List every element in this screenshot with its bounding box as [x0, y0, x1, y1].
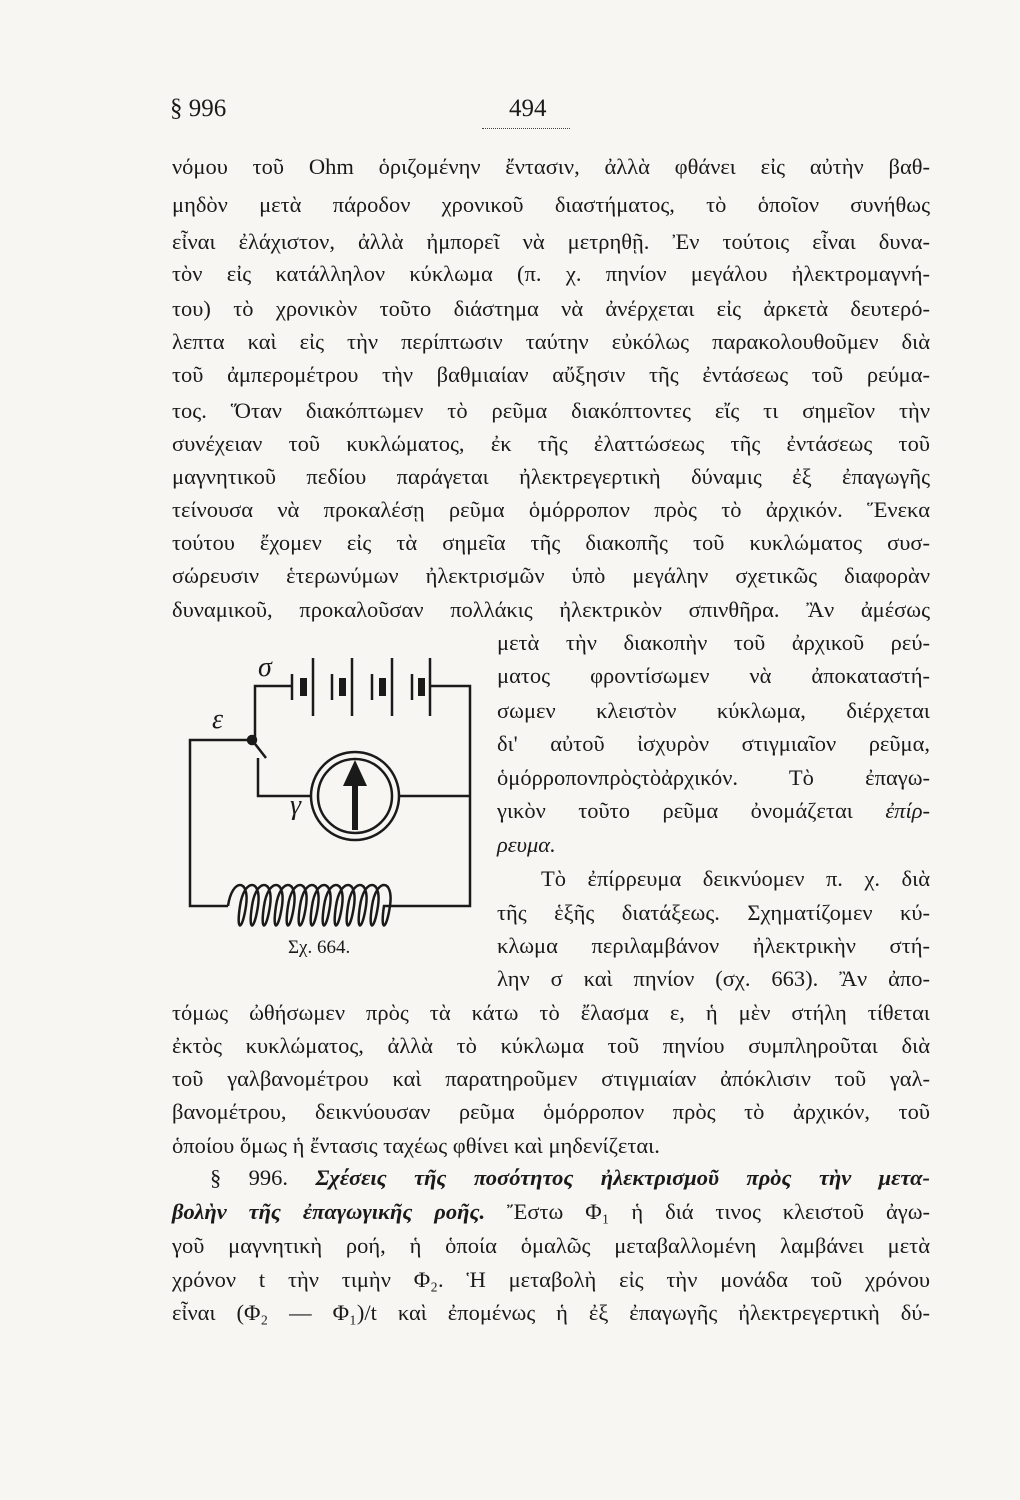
text-line: τῆς ἑξῆς διατάξεως. Σχηματίζομεν κύ- [497, 900, 930, 925]
text-line: τείνουσα νὰ προκαλέσῃ ρεῦμα ὁμόρροπον πρὸς τὸ ἀρχικόν. Ἕνεκα [172, 497, 930, 522]
text-line: τος. Ὅταν διακόπτωμεν τὸ ρεῦμα διακόπτοντες εἴς τι σημεῖον τὴν [172, 398, 930, 423]
text-line: δυναμικοῦ, προκαλοῦσαν πολλάκις ἠλεκτρικὸν σπινθῆρα. Ἂν ἀμέσως [172, 597, 930, 622]
text-line: ἐκτὸς κυκλώματος, ἀλλὰ τὸ κύκλωμα τοῦ πηνίου συμπληροῦται διὰ [172, 1033, 930, 1058]
text-line: τὸν εἰς κατάλληλον κύκλωμα (π. χ. πηνίον μεγάλου ἠλεκτρομαγνή- [172, 261, 930, 286]
text-line: λην σ καὶ πηνίον (σχ. 663). Ἂν ἀπο- [497, 966, 930, 991]
text-fragment: Ἔστω Φ₁ ἡ διά τινος κλειστοῦ ἀγω- [507, 1199, 931, 1224]
text-line [497, 794, 930, 827]
section-label: § 996. [210, 1165, 289, 1190]
text-line: τοῦ γαλβανομέτρου καὶ παρατηροῦμεν στιγμιαίαν ἀπόκλισιν τοῦ γαλ- [172, 1066, 930, 1091]
page-number: 494 [509, 95, 547, 122]
text-line: χρόνον t τὴν τιμὴν Φ₂. Ἡ μεταβολὴ εἰς τὴν μονάδα τοῦ χρόνου [172, 1267, 930, 1292]
text-line: τοῦ ἀμπερομέτρου τὴν βαθμιαίαν αὔξησιν τῆς ἐντάσεως τοῦ ρεύμα- [172, 362, 930, 387]
text-line: μαγνητικοῦ πεδίου παράγεται ἠλεκτρεγερτικὴ δύναμις ἐξ ἐπαγωγῆς [172, 464, 930, 489]
label-gamma: γ [290, 790, 302, 821]
text-line: κλωμα περιλαμβάνον ἠλεκτρικὴν στή- [497, 933, 930, 958]
text-line: νόμου τοῦ Ohm ὁριζομένην ἔντασιν, ἀλλὰ φθάνει εἰς αὐτὴν βαθ- [172, 154, 930, 179]
text-line: του) τὸ χρονικὸν τοῦτο διάστημα νὰ ἀνέρχεται εἰς ἀρκετὰ δευτερό- [172, 296, 930, 321]
text-line: μετὰ τὴν διακοπὴν τοῦ ἀρχικοῦ ρεύ- [497, 630, 930, 655]
text-line: σωμεν κλειστὸν κύκλωμα, διέρχεται [497, 698, 930, 723]
italic-term: ρευμα. [497, 832, 556, 857]
text-line [172, 1195, 930, 1228]
text-line: εἶναι (Φ₂ — Φ₁)/t καὶ ἐπομένως ἡ ἐξ ἐπαγωγῆς ἠλεκτρεγερτικὴ δύ- [172, 1300, 930, 1325]
section-title: Σχέσεις τῆς ποσότητος ἠλεκτρισμοῦ πρὸς τὴν μετα- [315, 1165, 931, 1190]
text-fragment: γικὸν τοῦτο ρεῦμα ὀνομάζεται [497, 798, 853, 823]
text-line: λεπτα καὶ εἰς τὴν περίπτωσιν ταύτην εὐκόλως παρακολουθοῦμεν διὰ [172, 329, 930, 354]
section-title-cont: βολὴν τῆς ἐπαγωγικῆς ροῆς. [172, 1199, 486, 1224]
text-line: ματος φροντίσωμεν νὰ ἀποκαταστή- [497, 663, 930, 688]
text-line: μηδὸν μετὰ πάροδον χρονικοῦ διαστήματος, τὸ ὁποῖον συνήθως [172, 192, 930, 217]
label-sigma: σ [258, 652, 272, 683]
text-line: ὁμόρροπονπρὸςτὸἀρχικόν. Τὸ ἐπαγω- [497, 765, 930, 790]
text-line: εἶναι ἐλάχιστον, ἀλλὰ ἠμπορεῖ νὰ μετρηθῇ. Ἐν τούτοις εἶναι δυνα- [172, 229, 930, 254]
figure-caption: Σχ. 664. [288, 937, 351, 958]
text-line: γοῦ μαγνητικὴ ροή, ἡ ὁποία ὁμαλῶς μεταβαλλομένη λαμβάνει μετὰ [172, 1233, 930, 1258]
text-line: τούτου ἔχομεν εἰς τὰ σημεῖα τῆς διακοπῆς τοῦ κυκλώματος συσ- [172, 530, 930, 555]
label-epsilon: ε [212, 704, 224, 735]
paragraph-start: Τὸ ἐπίρρευμα δεικνύομεν π. χ. διὰ [541, 866, 930, 891]
text-line: ὁποίου ὅμως ἡ ἔντασις ταχέως φθίνει καὶ μηδενίζεται. [172, 1133, 660, 1158]
section-header: § 996 [170, 95, 227, 122]
section-heading-line [172, 1161, 930, 1194]
circuit-svg [180, 648, 480, 928]
text-line: τόμως ὠθήσωμεν πρὸς τὰ κάτω τὸ ἔλασμα ε, ἡ μὲν στήλη τίθεται [172, 1000, 930, 1025]
text-line: συνέχειαν τοῦ κυκλώματος, ἐκ τῆς ἐλαττώσεως τῆς ἐντάσεως τοῦ [172, 431, 930, 456]
header-rule [482, 128, 570, 129]
text-line: σώρευσιν ἑτερωνύμων ἠλεκτρισμῶν ὑπὸ μεγάλην σχετικῶς διαφορὰν [172, 563, 930, 588]
circuit-diagram [180, 648, 480, 928]
italic-term: ἐπίρ- [885, 798, 930, 823]
text-line: βανομέτρου, δεικνύουσαν ρεῦμα ὁμόρροπον πρὸς τὸ ἀρχικόν, τοῦ [172, 1099, 930, 1124]
text-line: δι' αὐτοῦ ἰσχυρὸν στιγμιαῖον ρεῦμα, [497, 731, 930, 756]
